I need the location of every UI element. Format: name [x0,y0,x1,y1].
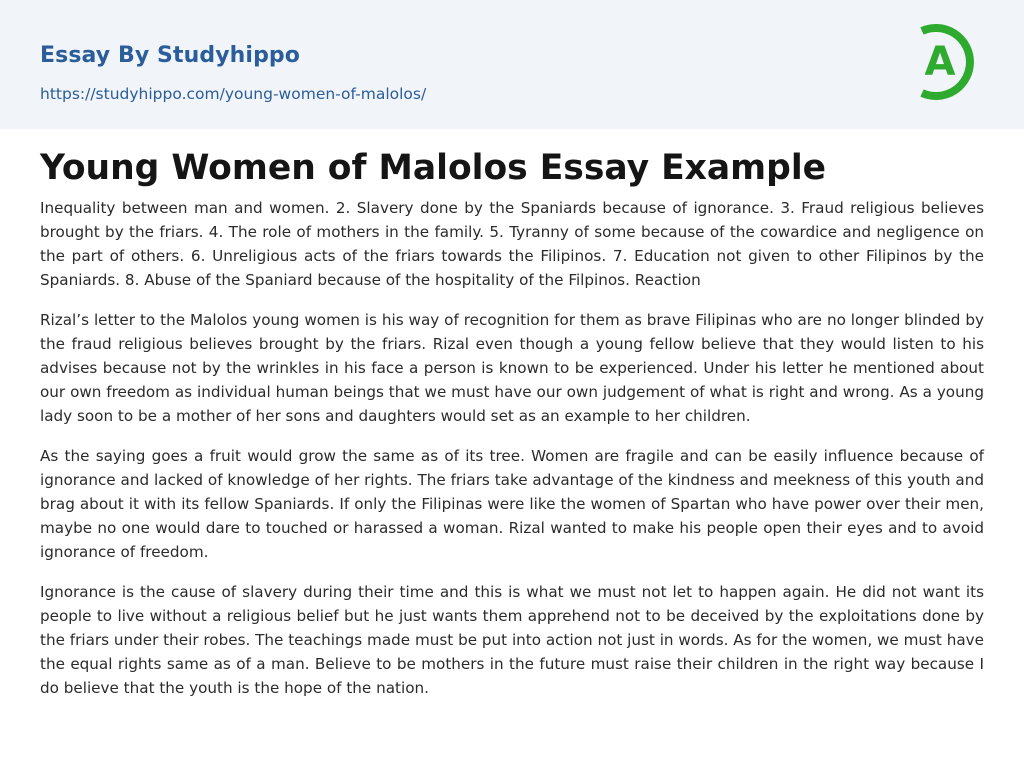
essay-title: Young Women of Malolos Essay Example [40,148,827,188]
essay-paragraph-2: Rizal’s letter to the Malolos young women is his way of recognition for them as brave Filipinas who are no longer blinded by the fraud religious believes brought by the friars. Rizal even though a young fellow believe that they would listen to his advises because not by the wrinkles in his face a person is known to be experienced. Under his letter he mentioned about our own freedom as individual human beings that we must have our own judgement of what is right and wrong. As a young lady soon to be a mother of her sons and daughters would set as an example to her children. [40,311,984,425]
page-url-link[interactable]: https://studyhippo.com/young-women-of-malolos/ [40,85,427,103]
essay-paragraph-1: Inequality between man and women. 2. Slavery done by the Spaniards because of ignorance. 3. Fraud religious believes brought by the friars. 4. The role of mothers in the family. 5. Tyranny of some because of the cowardice and negligence on the part of others. 6. Unreligious acts of the friars towards the Filipinos. 7. Education not given to other Filipinos by the Spaniards. 8. Abuse of the Spaniard because of the hospitality of the Filpinos. Reaction [40,199,984,289]
site-brand[interactable]: Essay By Studyhippo [40,43,300,68]
essay-content [0,129,1024,700]
essay-paragraph-3: As the saying goes a fruit would grow the same as of its tree. Women are fragile and can be easily influence because of ignorance and lacked of knowledge of her rights. The friars take advantage of the kindness and meekness of this youth and brag about it with its fellow Spaniards. If only the Filipinas were like the women of Spartan who have power over their men, maybe no one would dare to touched or harassed a woman. Rizal wanted to make his people open their eyes and to avoid ignorance of freedom. [40,447,984,561]
logo-letter: A [924,39,956,85]
studyhippo-logo-icon[interactable] [912,18,986,106]
site-header [0,0,1024,129]
essay-paragraph-4: Ignorance is the cause of slavery during their time and this is what we must not let to happen again. He did not want its people to live without a religious belief but he just wants them apprehend not to be deceived by the exploitations done by the friars under their robes. The teachings made must be put into action not just in words. As for the women, we must have the equal rights same as of a man. Believe to be mothers in the future must raise their children in the right way because I do believe that the youth is the hope of the nation. [40,583,984,697]
